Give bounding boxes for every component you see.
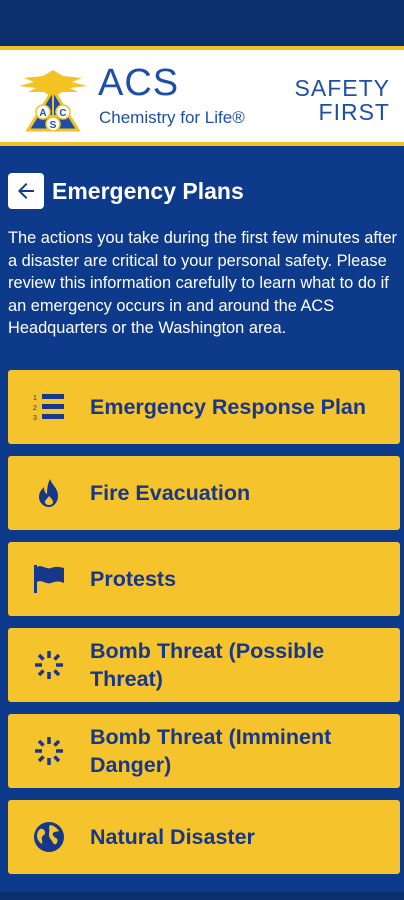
safety-first-label — [295, 76, 390, 124]
svg-text:2: 2 — [33, 405, 37, 412]
globe-icon — [33, 821, 65, 853]
back-button[interactable] — [8, 173, 44, 209]
burst-icon — [33, 649, 65, 681]
status-bar — [0, 0, 404, 46]
safety-line-1: SAFETY — [294, 75, 390, 101]
plan-bomb-threat-possible-button[interactable] — [8, 628, 400, 702]
page-title: Emergency Plans — [52, 177, 244, 204]
acs-logo — [14, 68, 92, 134]
logo-letter-c: C — [59, 108, 67, 119]
plan-bomb-threat-imminent-button[interactable] — [8, 714, 400, 788]
brand-tagline: Chemistry for Life® — [99, 108, 245, 127]
plan-label: Natural Disaster — [90, 825, 255, 849]
logo-letter-a: A — [39, 108, 47, 119]
plan-emergency-response-button[interactable] — [8, 370, 400, 444]
plan-protests-button[interactable] — [8, 542, 400, 616]
app-header — [0, 46, 404, 146]
svg-text:3: 3 — [33, 415, 37, 422]
plan-label: Bomb Threat (Imminent Danger) — [90, 725, 332, 777]
plan-label: Emergency Response Plan — [90, 395, 367, 419]
safety-line-2: FIRST — [318, 99, 390, 125]
plan-fire-evacuation-button[interactable] — [8, 456, 400, 530]
intro-text: The actions you take during the first few minutes after a disaster are critical to your personal safety. Please review this information carefully to learn what to do if an emergency occurs in and around the ACS Headquarters or the Washington area. — [8, 229, 398, 337]
plan-label: Bomb Threat (Possible Threat) — [90, 639, 325, 691]
plan-natural-disaster-button[interactable] — [8, 800, 400, 874]
page-titlebar — [8, 170, 244, 212]
plan-label: Protests — [90, 567, 177, 591]
burst-icon — [33, 735, 65, 767]
fire-icon — [36, 478, 62, 508]
svg-text:1: 1 — [33, 395, 37, 402]
plan-label: Fire Evacuation — [90, 481, 251, 505]
navigation-bar — [0, 892, 404, 900]
arrow-left-icon — [14, 179, 38, 203]
numbered-list-icon — [32, 392, 66, 422]
brand-name: ACS — [98, 62, 180, 104]
logo-letter-s: S — [49, 120, 57, 131]
flag-icon — [32, 564, 66, 594]
